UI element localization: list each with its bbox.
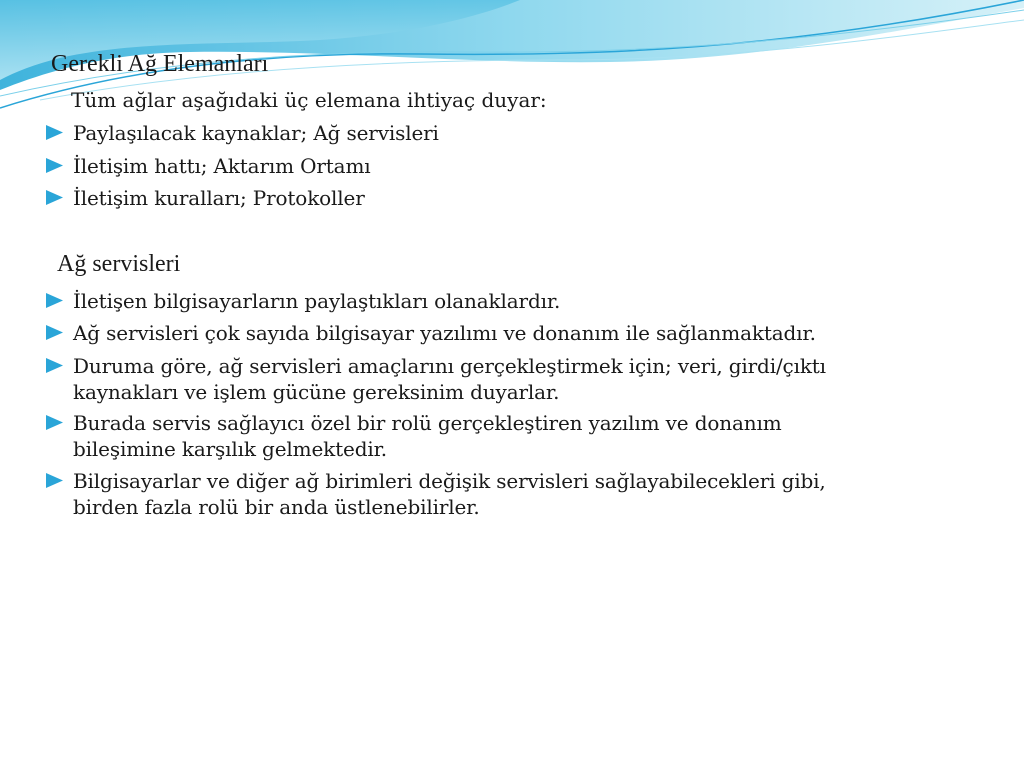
bullet-line: İletişen bilgisayarların paylaştıkları olanaklardır. (73, 289, 561, 313)
bullet-line: Paylaşılacak kaynaklar; Ağ servisleri (73, 121, 439, 145)
bullet-item (46, 320, 986, 346)
bullet-line: Bilgisayarlar ve diğer ağ birimleri değişik servisleri sağlayabilecekleri gibi, (73, 469, 826, 493)
bullet-line: birden fazla rolü bir anda üstlenebilirler. (73, 495, 480, 519)
section-title-network-elements: Gerekli Ağ Elemanları (51, 51, 269, 77)
bullet-text (73, 468, 826, 520)
bullet-line: kaynakları ve işlem gücüne gereksinim duyarlar. (73, 380, 560, 404)
bullet-text (73, 288, 560, 314)
bullet-line: İletişim kuralları; Protokoller (73, 186, 365, 210)
bullet-item (46, 468, 986, 520)
bullet-text (73, 120, 439, 146)
bullet-text (73, 410, 782, 462)
right-triangle-icon (46, 468, 66, 492)
section-title-network-services: Ağ servisleri (57, 251, 181, 277)
section-intro-text: Tüm ağlar aşağıdaki üç elemana ihtiyaç duyar: (71, 88, 547, 112)
right-triangle-icon (46, 288, 66, 312)
bullet-line: Duruma göre, ağ servisleri amaçlarını gerçekleştirmek için; veri, girdi/çıktı (73, 354, 826, 378)
right-triangle-icon (46, 120, 66, 144)
bullet-line: Ağ servisleri çok sayıda bilgisayar yazılımı ve donanım ile sağlanmaktadır. (73, 321, 816, 345)
bullet-line: bileşimine karşılık gelmektedir. (73, 437, 388, 461)
bullet-line: Burada servis sağlayıcı özel bir rolü gerçekleştiren yazılım ve donanım (73, 411, 782, 435)
bullet-text (73, 153, 371, 179)
bullet-text (73, 185, 365, 211)
bullet-item (46, 153, 986, 179)
bullet-item (46, 288, 986, 314)
bullet-text (73, 353, 826, 405)
bullet-item (46, 120, 986, 146)
right-triangle-icon (46, 153, 66, 177)
right-triangle-icon (46, 320, 66, 344)
bullet-item (46, 410, 986, 462)
right-triangle-icon (46, 353, 66, 377)
right-triangle-icon (46, 410, 66, 434)
bullet-item (46, 353, 986, 405)
bullet-text (73, 320, 816, 346)
right-triangle-icon (46, 185, 66, 209)
bullet-line: İletişim hattı; Aktarım Ortamı (73, 154, 371, 178)
bullet-item (46, 185, 986, 211)
